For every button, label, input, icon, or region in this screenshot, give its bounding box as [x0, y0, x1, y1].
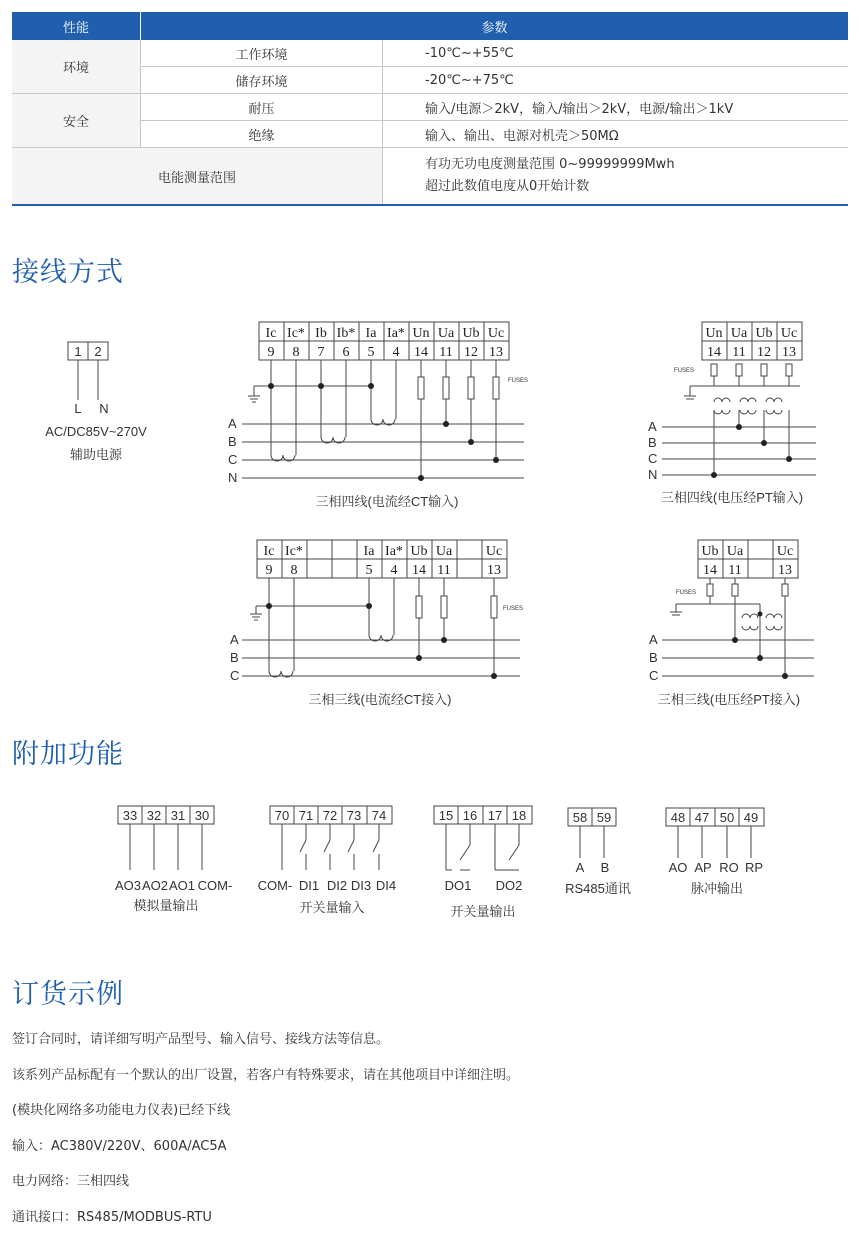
- d1-number-4: 5: [368, 345, 375, 360]
- di-signal-4: DI4: [376, 878, 396, 893]
- d1-number-8: 12: [464, 345, 478, 360]
- d3-number-4: 14: [412, 563, 426, 578]
- order-line-3: 输入：AC380V/220V、600A/AC5A: [12, 1129, 519, 1165]
- d3-label-5: Ua: [436, 544, 453, 559]
- pulse-signal-0: AO: [669, 860, 688, 875]
- d2-fuses: FUSES: [674, 368, 694, 374]
- d1-label-4: Ia: [366, 326, 378, 341]
- rs485-terminal-0: 58: [573, 810, 587, 825]
- do-signal-0: DO1: [445, 878, 472, 893]
- diagram-3p4w-ct: [228, 322, 528, 509]
- d1-number-7: 11: [439, 345, 452, 360]
- pulse-caption: 脉冲输出: [691, 881, 743, 896]
- extra-title: 附加功能: [12, 732, 124, 771]
- di-signal-1: DI1: [299, 878, 319, 893]
- spec-item-energy: 电能测量范围: [12, 148, 383, 206]
- spec-item-storage-env: 储存环境: [141, 67, 383, 94]
- analog-terminal-0: 33: [123, 808, 137, 823]
- spec-item-withstand: 耐压: [141, 94, 383, 121]
- di-terminal-3: 73: [347, 808, 361, 823]
- di-terminal-0: 70: [275, 808, 289, 823]
- d1-label-2: Ib: [315, 326, 327, 341]
- pulse-signal-3: RP: [745, 860, 763, 875]
- d3-number-5: 11: [437, 563, 450, 578]
- d3-fuses: FUSES: [503, 606, 523, 612]
- digital-output-diagram: [434, 806, 532, 919]
- d2-number-3: 13: [782, 345, 796, 360]
- do-caption: 开关量输出: [450, 904, 515, 919]
- rs485-signal-a: A: [576, 860, 585, 875]
- d3-phase-b: B: [230, 650, 239, 665]
- spec-val-withstand: 输入/电源＞2kV，输入/输出＞2kV，电源/输出＞1kV: [383, 94, 849, 121]
- d3-label-3: Ia*: [385, 544, 403, 559]
- d3-number-1: 8: [291, 563, 298, 578]
- d2-phase-n: N: [648, 467, 657, 482]
- d1-number-0: 9: [268, 345, 275, 360]
- analog-signal-0: AO3: [115, 878, 141, 893]
- d4-fuses: FUSES: [676, 590, 696, 596]
- d3-label-4: Ub: [410, 544, 427, 559]
- d3-caption: 三相三线(电流经CT接入): [309, 692, 452, 707]
- d1-label-0: Ic: [266, 326, 277, 341]
- di-signal-0: COM-: [258, 878, 293, 893]
- order-line-4: 电力网络：三相四线: [12, 1164, 519, 1200]
- order-line-2: (模块化网络多功能电力仪表)已经下线: [12, 1093, 519, 1129]
- d3-label-6: Uc: [486, 544, 502, 559]
- do-terminal-0: 15: [439, 808, 453, 823]
- d1-label-3: Ib*: [337, 326, 356, 341]
- do-terminal-2: 17: [488, 808, 502, 823]
- d3-number-6: 13: [487, 563, 501, 578]
- d1-number-2: 7: [318, 345, 325, 360]
- d3-phase-a: A: [230, 632, 239, 647]
- wiring-title: 接线方式: [12, 250, 124, 289]
- spec-val-storage-env: -20℃~+75℃: [383, 67, 849, 94]
- rs485-caption: RS485通讯: [565, 881, 631, 896]
- spec-header-params: 参数: [141, 12, 849, 40]
- d4-number-1: 11: [728, 563, 741, 578]
- d1-label-5: Ia*: [387, 326, 405, 341]
- order-line-1: 该系列产品标配有一个默认的出厂设置，若客户有特殊要求，请在其他项目中详细注明。: [12, 1058, 519, 1094]
- d3-label-1: Ic*: [285, 544, 303, 559]
- analog-signal-2: AO1: [169, 878, 195, 893]
- d2-label-2: Ub: [755, 326, 772, 341]
- do-signal-1: DO2: [496, 878, 523, 893]
- d3-number-2: 5: [366, 563, 373, 578]
- pulse-terminal-3: 49: [744, 810, 758, 825]
- spec-val-energy-line1: 有功无功电度测量范围 0~99999999Mwh: [425, 154, 848, 176]
- d1-label-1: Ic*: [287, 326, 305, 341]
- analog-output-diagram: [115, 806, 232, 913]
- power-line-n: N: [99, 401, 108, 416]
- d1-fuses: FUSES: [508, 378, 528, 384]
- d4-number-2: 13: [778, 563, 792, 578]
- d4-label-2: Uc: [777, 544, 793, 559]
- spec-item-insulation: 绝缘: [141, 121, 383, 148]
- d4-caption: 三相三线(电压经PT接入): [658, 692, 800, 707]
- d1-phase-c: C: [228, 452, 237, 467]
- pulse-terminal-1: 47: [695, 810, 709, 825]
- di-terminal-1: 71: [299, 808, 313, 823]
- order-line-5: 通讯接口：RS485/MODBUS-RTU: [12, 1200, 519, 1235]
- pulse-output-diagram: [666, 808, 764, 896]
- d2-label-3: Uc: [781, 326, 797, 341]
- analog-signal-1: AO2: [142, 878, 168, 893]
- power-terminal-2: 2: [94, 344, 101, 359]
- spec-val-insulation: 输入、输出、电源对机壳＞50MΩ: [383, 121, 849, 148]
- pulse-terminal-0: 48: [671, 810, 685, 825]
- d1-number-1: 8: [293, 345, 300, 360]
- d2-number-0: 14: [707, 345, 721, 360]
- analog-terminal-2: 31: [171, 808, 185, 823]
- d2-number-2: 12: [757, 345, 771, 360]
- pulse-terminal-2: 50: [720, 810, 734, 825]
- d4-phase-c: C: [649, 668, 658, 683]
- d3-label-2: Ia: [364, 544, 376, 559]
- power-name: 辅助电源: [70, 447, 123, 462]
- do-terminal-1: 16: [463, 808, 477, 823]
- d2-phase-a: A: [648, 419, 657, 434]
- d1-phase-a: A: [228, 416, 237, 431]
- spec-val-energy-line2: 超过此数值电度从0开始计数: [425, 176, 848, 198]
- diagram-3p3w-ct: [230, 540, 523, 707]
- d2-caption: 三相四线(电压经PT输入): [661, 490, 803, 505]
- d2-label-1: Ua: [731, 326, 748, 341]
- analog-signal-3: COM-: [198, 878, 233, 893]
- d2-number-1: 11: [732, 345, 745, 360]
- d4-label-0: Ub: [701, 544, 718, 559]
- digital-input-diagram: [258, 806, 396, 915]
- d1-number-9: 13: [489, 345, 503, 360]
- d2-phase-c: C: [648, 451, 657, 466]
- spec-item-work-env: 工作环境: [141, 40, 383, 67]
- rs485-terminal-1: 59: [597, 810, 611, 825]
- power-terminal-1: 1: [74, 344, 81, 359]
- di-terminal-2: 72: [323, 808, 337, 823]
- rs485-diagram: [565, 808, 631, 896]
- d4-phase-b: B: [649, 650, 658, 665]
- d1-label-9: Uc: [488, 326, 504, 341]
- spec-cat-safety: 安全: [12, 94, 141, 148]
- order-line-0: 签订合同时，请详细写明产品型号、输入信号、接线方法等信息。: [12, 1022, 519, 1058]
- d4-number-0: 14: [703, 563, 717, 578]
- d3-number-3: 4: [391, 563, 398, 578]
- spec-cat-env: 环境: [12, 40, 141, 94]
- power-line-l: L: [74, 401, 81, 416]
- d2-label-0: Un: [705, 326, 722, 341]
- rs485-signal-b: B: [601, 860, 610, 875]
- d3-label-0: Ic: [264, 544, 275, 559]
- diagram-3p3w-pt: [649, 540, 814, 707]
- d3-number-0: 9: [266, 563, 273, 578]
- d1-phase-n: N: [228, 470, 237, 485]
- analog-caption: 模拟量输出: [133, 898, 198, 913]
- d3-phase-c: C: [230, 668, 239, 683]
- d2-phase-b: B: [648, 435, 657, 450]
- d4-phase-a: A: [649, 632, 658, 647]
- d1-phase-b: B: [228, 434, 237, 449]
- d1-number-5: 4: [393, 345, 400, 360]
- power-supply-diagram: [45, 342, 147, 462]
- di-terminal-4: 74: [372, 808, 386, 823]
- di-signal-2: DI2: [327, 878, 347, 893]
- d1-number-6: 14: [414, 345, 428, 360]
- di-signal-3: DI3: [351, 878, 371, 893]
- d1-caption: 三相四线(电流经CT输入): [316, 494, 459, 509]
- d1-label-7: Ua: [438, 326, 455, 341]
- power-voltage: AC/DC85V~270V: [45, 424, 147, 439]
- d4-label-1: Ua: [727, 544, 744, 559]
- pulse-signal-1: AP: [694, 860, 711, 875]
- order-title: 订货示例: [12, 972, 124, 1011]
- order-text: [12, 1022, 519, 1235]
- diagram-3p4w-pt: [648, 322, 816, 505]
- spec-val-work-env: -10℃~+55℃: [383, 40, 849, 67]
- d1-label-8: Ub: [462, 326, 479, 341]
- di-caption: 开关量输入: [299, 900, 364, 915]
- analog-terminal-1: 32: [147, 808, 161, 823]
- do-terminal-3: 18: [512, 808, 526, 823]
- spec-header-performance: 性能: [12, 12, 141, 40]
- d1-number-3: 6: [343, 345, 350, 360]
- d1-label-6: Un: [412, 326, 429, 341]
- pulse-signal-2: RO: [719, 860, 739, 875]
- analog-terminal-3: 30: [195, 808, 209, 823]
